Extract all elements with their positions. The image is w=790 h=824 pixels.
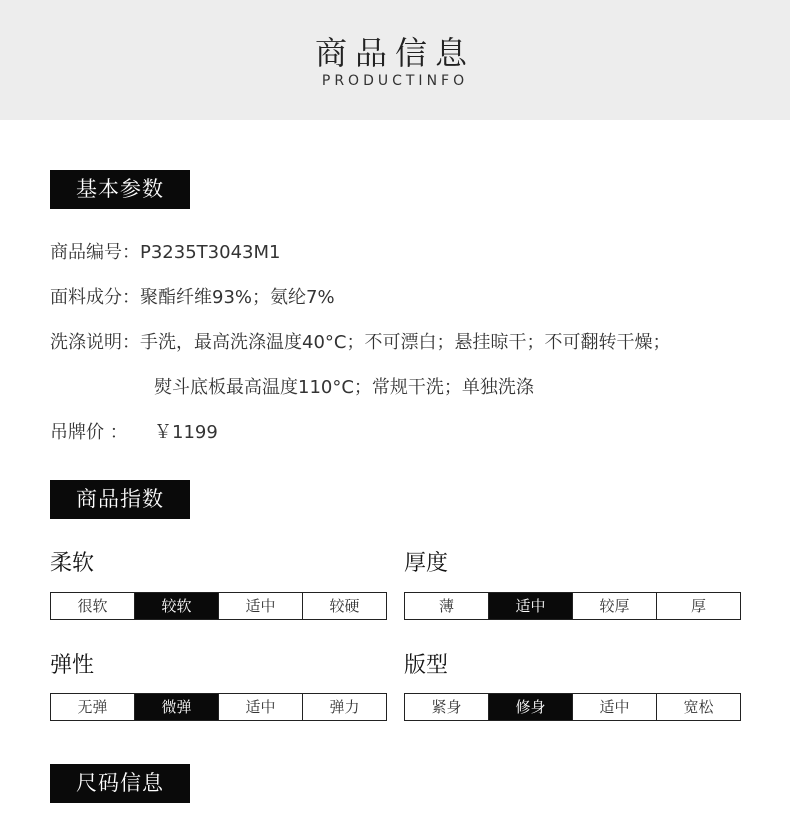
index-scale-thickness: [404, 592, 741, 620]
section-product-index: 商品指数: [50, 480, 190, 519]
index-title-softness: 柔软: [50, 551, 95, 576]
section-basic-params: 基本参数: [50, 170, 190, 209]
index-title-elasticity: 弹性: [50, 653, 95, 678]
scale-option: 很软: [77, 597, 108, 615]
scale-option: 弹力: [302, 694, 386, 720]
param-value: 手洗，最高洗涤温度40°C；不可漂白；悬挂晾干；不可翻转干燥；: [140, 332, 671, 353]
param-label: 吊牌价 ：: [50, 422, 128, 443]
scale-option: 较硬: [302, 593, 386, 619]
scale-option: 宽松: [656, 694, 740, 720]
index-scale-elasticity: [50, 693, 387, 721]
scale-option: 微弹: [134, 694, 218, 720]
param-row-price: [50, 418, 218, 444]
scale-option: 适中: [218, 593, 302, 619]
index-scale-softness: [50, 592, 387, 620]
param-row-wash: [50, 328, 670, 354]
param-label: 商品编号：: [50, 242, 140, 263]
scale-option: 适中: [488, 593, 572, 619]
index-scale-fit: [404, 693, 741, 721]
param-value: P3235T3043M1: [140, 242, 281, 263]
param-label: 洗涤说明：: [50, 332, 140, 353]
page-subtitle: PRODUCTINFO: [321, 73, 469, 89]
scale-option: 紧身: [431, 698, 462, 716]
param-value: 熨斗底板最高温度110°C；常规干洗；单独洗涤: [154, 377, 534, 398]
param-row-fabric: [50, 283, 335, 309]
page-title: 商品信息: [314, 34, 475, 72]
param-row-wash-cont: [154, 373, 534, 399]
index-title-fit: 版型: [404, 653, 449, 678]
scale-option: 无弹: [77, 698, 108, 716]
param-value: 聚酯纤维93%；氨纶7%: [140, 287, 335, 308]
scale-option: 厚: [656, 593, 740, 619]
index-title-thickness: 厚度: [404, 551, 449, 576]
param-value: ￥1199: [154, 422, 218, 443]
scale-option: 较厚: [572, 593, 656, 619]
scale-option: 修身: [488, 694, 572, 720]
scale-option: 较软: [134, 593, 218, 619]
param-label: 面料成分：: [50, 287, 140, 308]
scale-option: 薄: [438, 597, 454, 615]
section-size-info: 尺码信息: [50, 764, 190, 803]
param-row-code: [50, 238, 280, 264]
page-header: [0, 0, 790, 120]
scale-option: 适中: [572, 694, 656, 720]
scale-option: 适中: [218, 694, 302, 720]
